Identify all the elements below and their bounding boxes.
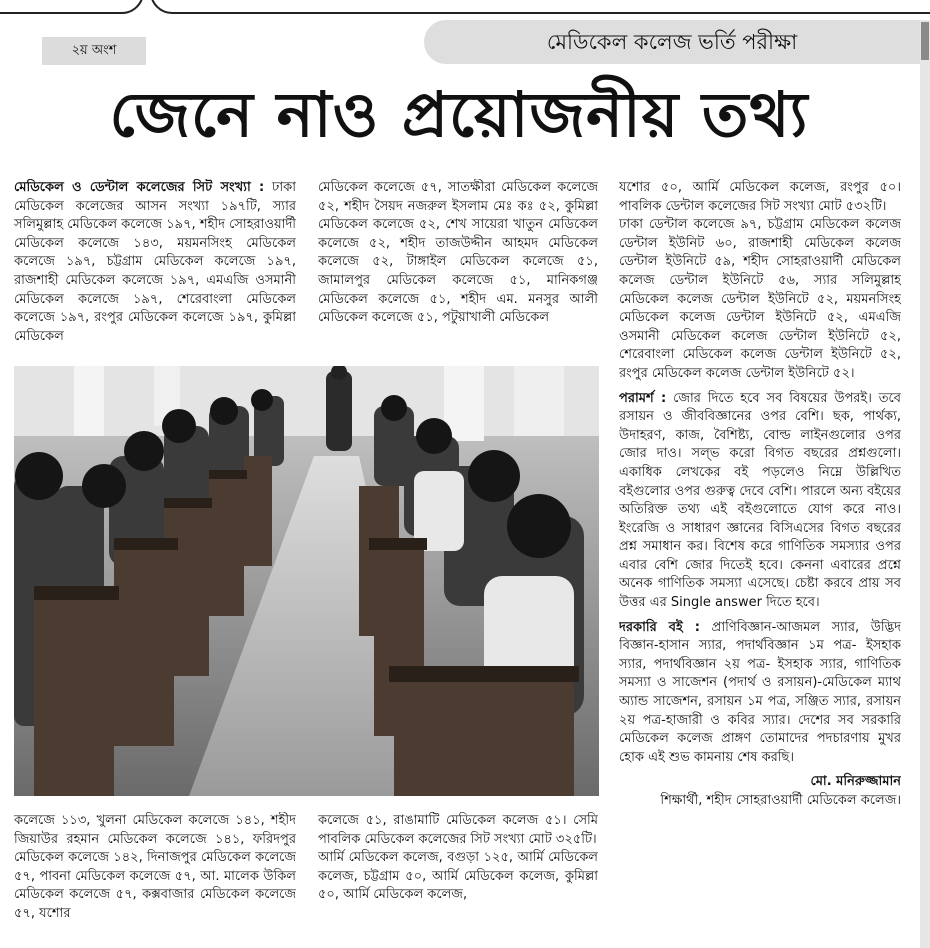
author-role: শিক্ষার্থী, শহীদ সোহরাওয়ার্দী মেডিকেল কলেজ। [660,793,901,808]
advice-lead: পরামর্শ : [619,390,667,406]
masthead-tab-left [0,0,144,14]
advice-paragraph [619,390,901,613]
exam-hall-photo [14,366,599,796]
part-label: ২য় অংশ [42,37,146,65]
dental-intro-paragraph: যশোর ৫০, আর্মি মেডিকেল কলেজ, রংপুর ৫০। পাবলিক ডেন্টাল কলেজের সিট সংখ্যা মোট ৫৩২টি। [619,180,901,214]
seat-count-lead: মেডিকেল ও ডেন্টাল কলেজের সিট সংখ্যা : [14,180,265,195]
masthead-tab-right [150,0,930,14]
dental-seats-paragraph: ঢাকা ডেন্টাল কলেজে ৯৭, চট্টগ্রাম মেডিকেল কলেজ ডেন্টাল ইউনিট ৬০, রাজশাহী মেডিকেল কলেজ ডেন্টাল ইউনিটে ৫৯, শহীদ সোহরাওয়ার্দী মেডিকেল কলেজ ডেন্টাল ইউনিটে ৫৬, স্যার সলিমুল্লাহ মেডিকেল কলেজ ডেন্টাল ইউনিটে ৫২, ময়মনসিংহ মেডিকেল কলেজ ডেন্টাল ইউনিটে ৫২, এমএজি ওসমানী মেডিকেল কলেজ ডেন্টাল ইউনিটে ৫২, শেরেবাংলা মেডিকেল কলেজ ডেন্টাল ইউনিটে ৫২, রংপুর মেডিকেল কলেজ ডেন্টাল ইউনিটে ৫২। [619,217,901,381]
article-column-1-top [14,179,296,355]
scrollbar[interactable] [920,20,930,948]
section-title: মেডিকেল কলেজ ভর্তি পরীক্ষা [424,20,920,64]
article-column-3 [619,179,901,914]
masthead-strip [0,0,930,12]
books-lead: দরকারি বই : [619,619,701,635]
semi-public-paragraph: কলেজে ৫১, রাঙামাটি মেডিকেল কলেজ ৫১। সেমি পাবলিক মেডিকেল কলেজের সিট সংখ্যা মোট ৩২৫টি। [318,813,598,847]
author-name: মো. মনিরুজ্জামান [810,774,901,790]
article-column-2-bottom [318,812,598,942]
headline: জেনে নাও প্রয়োজনীয় তথ্য [109,78,809,151]
scrollbar-thumb[interactable] [921,22,929,60]
article-column-2-top: মেডিকেল কলেজে ৫৭, সাতক্ষীরা মেডিকেল কলেজে ৫২, শহীদ সৈয়দ নজরুল ইসলাম মেঃ কঃ ৫২, কুমিল্লা মেডিকেল কলেজে ৫২, শেখ সায়েরা খাতুন মেডিকেল কলেজে ৫২, শহীদ তাজউদ্দীন আহমদ মেডিকেল কলেজে ৫২, টাঙ্গাইল মেডিকেল কলেজে ৫১, জামালপুর মেডিকেল কলেজে ৫১, মানিকগঞ্জ মেডিকেল কলেজে ৫১, শহীদ এম. মনসুর আলী মেডিকেল কলেজে ৫১, পটুয়াখালী মেডিকেল [318,180,598,326]
books-text: প্রাণিবিজ্ঞান-আজমল স্যার, উদ্ভিদ বিজ্ঞান-হাসান স্যার, পদার্থবিজ্ঞান ১ম পত্র- ইসহাক স্যার, পদার্থবিজ্ঞান ২য় পত্র- ইসহাক স্যার, গাণিতিক সমস্যা ও সাজেশন (পদার্থ ও রসায়ন)-মেডিকেল ম্যাথ অ্যান্ড সাজেশন, রসায়ন ১ম পত্র, সঞ্জিত স্যার, রসায়ন ২য় পত্র-হাজারী ও কবির স্যার। দেশের সব সরকারি মেডিকেল কলেজ প্রাঙ্গণ তোমাদের পদচারণায় মুখর হোক এই শুভ কামনায় শেষ করছি। [619,619,901,765]
advice-text: জোর দিতে হবে সব বিষয়ের উপরই। তবে রসায়ন ও জীববিজ্ঞানের ওপর বেশি। ছক, পার্থক্য, উদাহরণ, কাজ, বৈশিষ্ট্য, বোল্ড লাইনগুলোর ওপর জোর দাও। সল্ভ করো বিগত বছরের প্রশ্নগুলো। একাধিক লেখকের বই পড়লেও নিম্নে উল্লিখিত বইগুলোর ওপর গুরুত্ব দেবে বেশি। পারলে অন্য বইয়ের অতিরিক্ত তথ্য এই বইগুলোতে যোগ করে নাও। ইংরেজি ও সাধারণ জ্ঞানের বিসিএসের বিগত বছরের প্রশ্ন সমাধান কর। বিশেষ করে গাণিতিক সমস্যার ওপর এবার বেশি জোর দিতেই হবে। কেননা এবারের প্রশ্নে অনেক গাণিতিক সমস্যা এসেছে। চেষ্টা করবে প্রায় সব উত্তর এর Single answer দিতে হবে। [619,390,901,611]
article-column-1-bottom: কলেজে ১১৩, খুলনা মেডিকেল কলেজে ১৪১, শহীদ জিয়াউর রহমান মেডিকেল কলেজে ১৪১, ফরিদপুর মেডিকেল কলেজে ১৪২, দিনাজপুর মেডিকেল কলেজে ৫৭, পাবনা মেডিকেল কলেজে ৫৭, আ. মালেক উকিল মেডিকেল কলেজে ৫৭, কক্সবাজার মেডিকেল কলেজে ৫৭, যশোর [14,813,296,921]
army-medical-paragraph: আর্মি মেডিকেল কলেজ, বগুড়া ১২৫, আর্মি মেডিকেল কলেজ, চট্টগ্রাম ৫০, আর্মি মেডিকেল কলেজ, কুমিল্লা ৫০, আর্মি মেডিকেল কলেজ, [318,850,598,903]
seat-count-text: ঢাকা মেডিকেল কলেজের আসন সংখ্যা ১৯৭টি, স্যার সলিমুল্লাহ মেডিকেল কলেজে ১৯৭, শহীদ সোহরাওয়ার্দী মেডিকেল কলেজে ১৪৩, ময়মনসিংহ মেডিকেল কলেজে ১৯৭, চট্টগ্রাম মেডিকেল কলেজে ১৯৭, রাজশাহী মেডিকেল কলেজে ১৯৭, এমএজি ওসমানী মেডিকেল কলেজে ১৯৭, শেরেবাংলা মেডিকেল কলেজে ১৯৭, রংপুর মেডিকেল কলেজে ১৯৭, কুমিল্লা মেডিকেল [14,180,296,344]
books-paragraph [619,619,901,768]
